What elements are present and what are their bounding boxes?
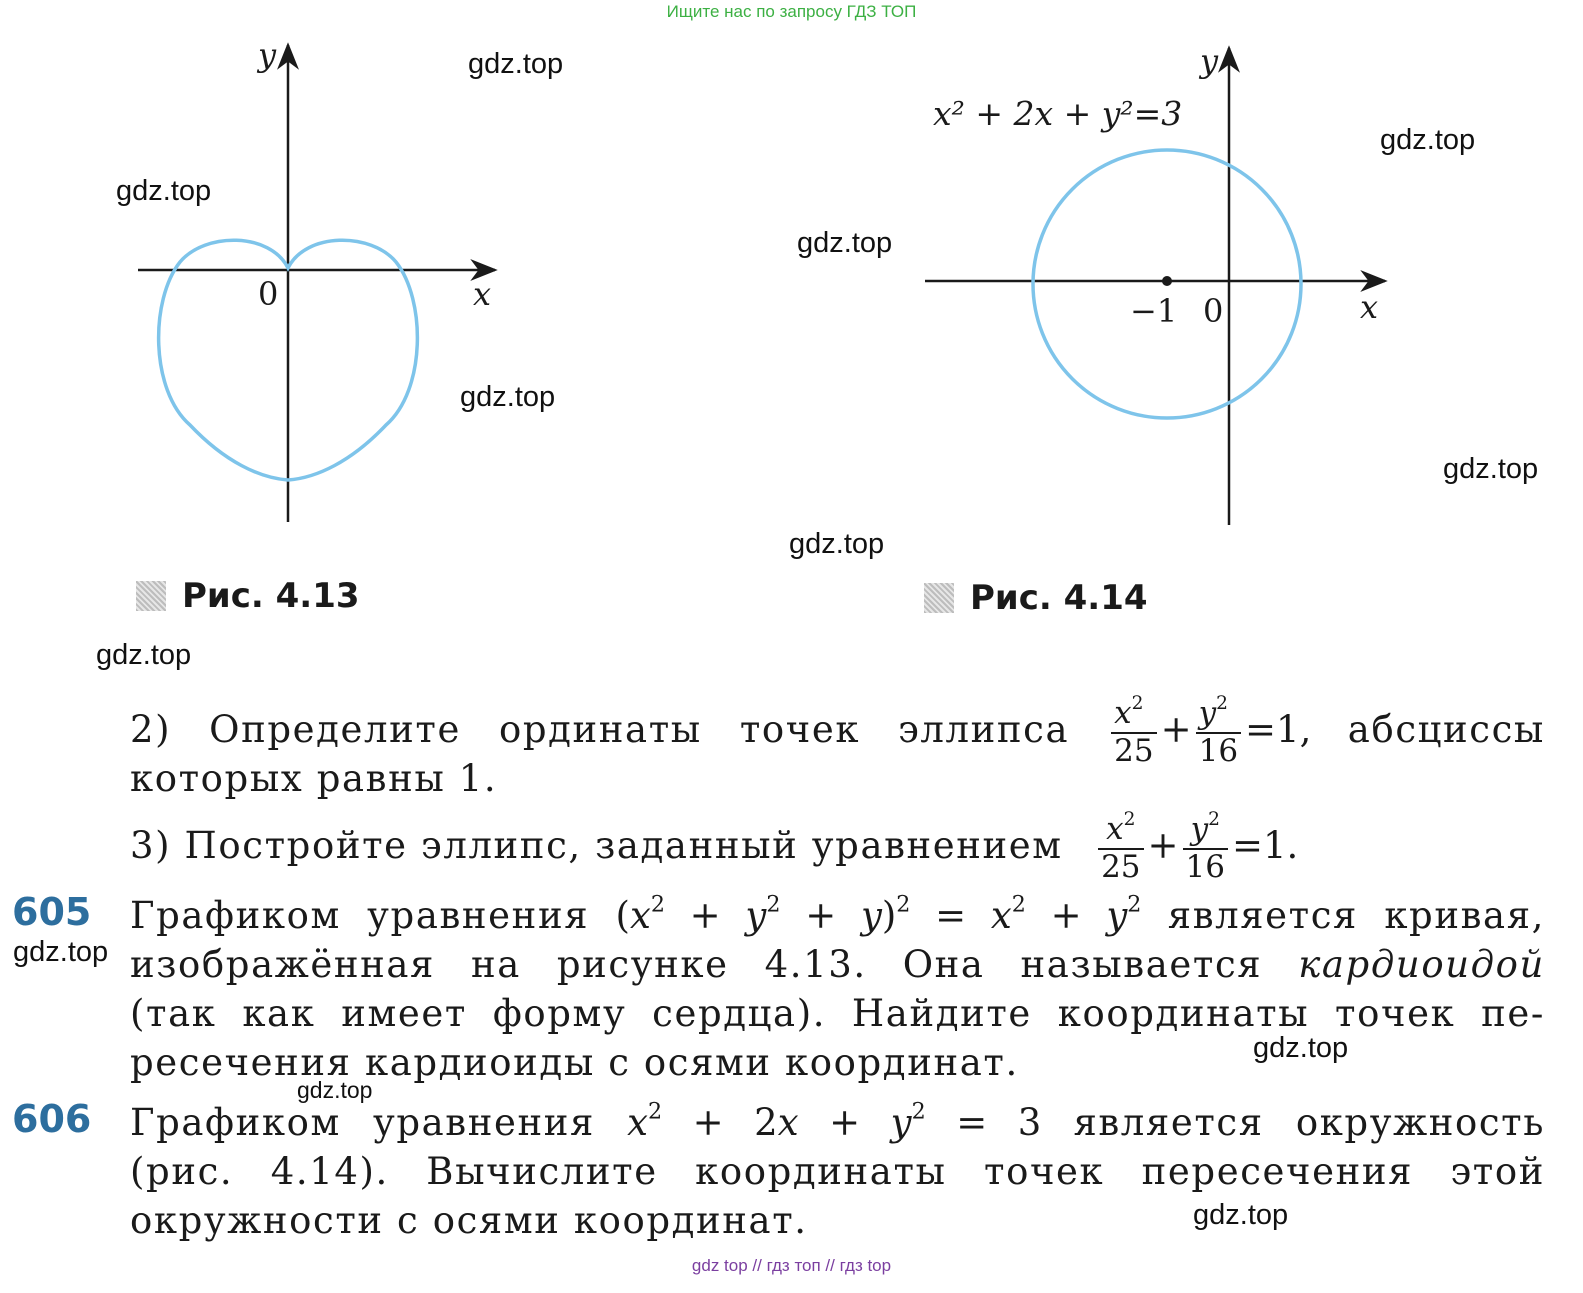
fraction-y2-16: $\frac{y^2}{16}$ (1183, 812, 1228, 885)
figure-4-13-caption (136, 576, 360, 616)
top-search-note: Ищите нас по запросу ГДЗ ТОП (666, 2, 917, 21)
watermark: gdz.top (297, 1077, 373, 1103)
problem-605-line-4: ресечения кардиоиды с осями координат. (130, 1041, 1019, 1084)
fig413-origin-label: 0 (258, 275, 279, 313)
caption-marker-icon (924, 583, 954, 613)
watermark: gdz.top (1443, 453, 1539, 485)
fig414-equation-label: x² + 2x + y²=3 (933, 94, 1183, 133)
figure-4-13-caption-text: Рис. 4.13 (182, 576, 360, 616)
problem-605-line-2: изображённая на рисунке 4.13. Она называется кардиоидой (130, 943, 1545, 986)
problem-606-number: 606 (12, 1097, 92, 1141)
task-2-text: 2) Определите ординаты точек эллипса (130, 708, 1070, 752)
watermark: gdz.top (460, 381, 556, 413)
figure-4-14-caption (924, 578, 1148, 618)
watermark: gdz.top (96, 639, 192, 671)
watermark: gdz.top (797, 227, 893, 259)
fig414-tick-minus-one: −1 (1130, 292, 1178, 330)
fig414-x-label: x (1360, 288, 1379, 326)
watermark: gdz.top (1253, 1032, 1349, 1064)
fig414-origin-label: 0 (1203, 292, 1224, 330)
problem-606-line-2: (рис. 4.14). Вычислите координаты точек пересечения этой (130, 1150, 1545, 1193)
fraction-y2-16: $\frac{y^2}{16}$ (1196, 696, 1241, 769)
circle-equation: $x^2 + 2x + y^2 = 3$ (627, 1098, 1042, 1144)
task-3-text: 3) Постройте эллипс, заданный уравнением (130, 824, 1063, 868)
fraction-x2-25: $\frac{x^2}{25}$ (1111, 696, 1156, 769)
watermark: gdz.top (1380, 124, 1476, 156)
problem-606-line-3: окружности с осями координат. (130, 1199, 808, 1242)
fig413-y-label: y (258, 36, 277, 74)
fig414-y-label: y (1200, 42, 1219, 80)
problem-605-line-1: Графиком уравнения $(x^2 + y^2 + y)^2 = x^2 + y^2$ является кривая, (130, 891, 1545, 937)
task-2-line-2: которых равны 1. (130, 757, 498, 800)
watermark: gdz.top (468, 48, 564, 80)
caption-marker-icon (136, 581, 166, 611)
watermark: gdz.top (13, 936, 109, 968)
watermark: gdz.top (1193, 1199, 1289, 1231)
figure-4-14-caption-text: Рис. 4.14 (970, 578, 1148, 618)
task-3-line (130, 809, 1545, 885)
problem-605-line-3: (так как имеет форму сердца). Найдите координаты точек пе- (130, 992, 1545, 1035)
problem-605-number: 605 (12, 890, 92, 934)
fraction-x2-25: $\frac{x^2}{25}$ (1098, 812, 1143, 885)
watermark: gdz.top (116, 175, 212, 207)
ellipse-equation: $\frac{x^2}{25}$ + $\frac{y^2}{16}$ =1, (1107, 708, 1348, 751)
problem-606-line-1: Графиком уравнения $x^2 + 2x + y^2 = 3$ является окружность (130, 1098, 1545, 1144)
fig413-x-label: x (473, 275, 492, 313)
watermark: gdz.top (789, 528, 885, 560)
bottom-watermark-note: gdz top // гдз топ // гдз top (691, 1256, 892, 1275)
task-2-text-end: абсциссы (1347, 708, 1545, 752)
cardioid-equation: $(x^2 + y^2 + y)^2 = x^2 + y^2$ (615, 891, 1142, 937)
circle-center-point (1162, 276, 1172, 286)
cardioid-term: кардиоидой (1298, 943, 1545, 986)
ellipse-equation-2: $\frac{x^2}{25}$ + $\frac{y^2}{16}$ =1. (1094, 824, 1298, 867)
